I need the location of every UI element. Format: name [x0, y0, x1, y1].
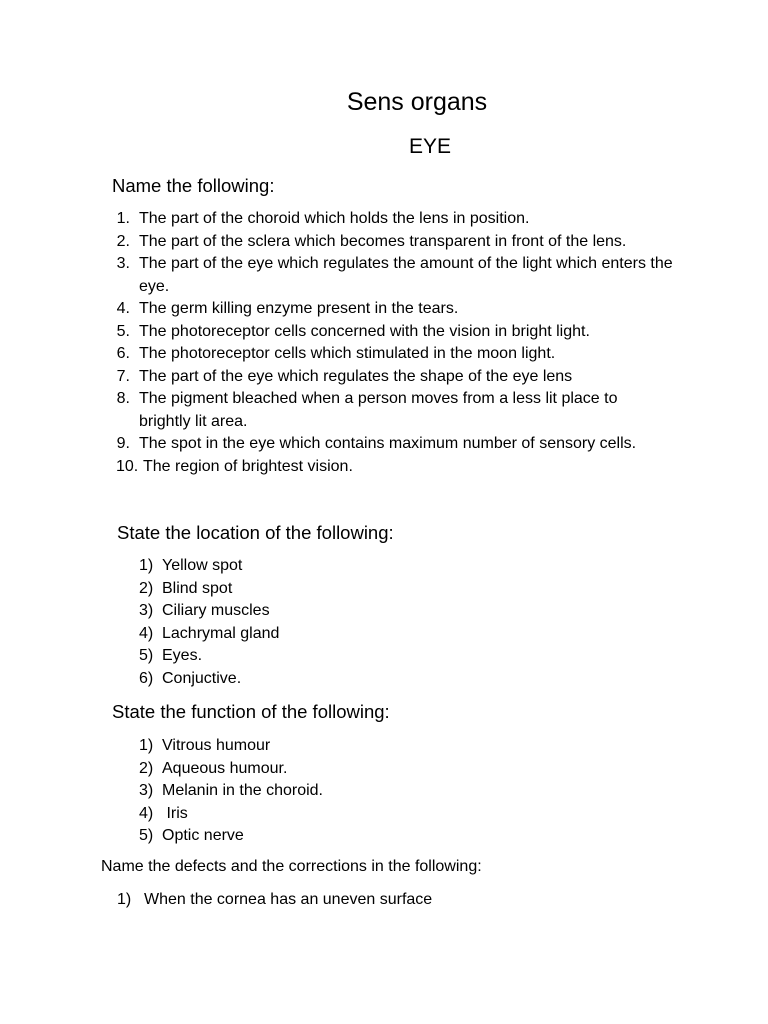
section-heading-function: State the function of the following: — [112, 701, 390, 722]
list-item: 4) Lachrymal gland — [139, 624, 280, 642]
list-item: 6) Conjuctive. — [139, 669, 242, 687]
list-item: 5) Eyes. — [139, 647, 203, 664]
list-item: 10. The region of brightest vision. — [116, 457, 353, 475]
list-item: 4. The germ killing enzyme present in the tears. — [116, 300, 459, 317]
list-item: 3. The part of the eye which regulates the amount of the light which enters the eye. — [116, 255, 673, 295]
question-list-defects — [117, 889, 537, 912]
list-item: 1. The part of the choroid which holds the lens in position. — [116, 210, 530, 227]
section-heading-name-the-following: Name the following: — [112, 175, 275, 196]
question-list-name — [114, 208, 684, 478]
list-item: 6. The photoreceptor cells which stimulated in the moon light. — [116, 345, 556, 362]
list-item: 3) Ciliary muscles — [139, 602, 270, 619]
list-item: 1) Yellow spot — [139, 557, 243, 574]
list-item: 1) When the cornea has an uneven surface — [117, 891, 433, 908]
list-item: 1) Vitrous humour — [139, 737, 271, 754]
list-item: 2) Blind spot — [139, 579, 233, 597]
list-item: 3) Melanin in the choroid. — [139, 782, 323, 799]
question-list-function — [139, 735, 539, 848]
list-item: 5. The photoreceptor cells concerned with the vision in bright light. — [116, 322, 590, 340]
document-title: Sens organs — [346, 88, 488, 116]
list-item: 5) Optic nerve — [139, 827, 244, 844]
list-item: 2) Aqueous humour. — [139, 759, 288, 777]
list-item: 7. The part of the eye which regulates the shape of the eye lens — [116, 367, 573, 385]
question-list-location — [139, 555, 539, 690]
section-heading-location: State the location of the following: — [117, 522, 394, 543]
list-item: 9. The spot in the eye which contains maximum number of sensory cells. — [116, 435, 637, 452]
document-subtitle: EYE — [408, 135, 452, 158]
list-item: 2. The part of the sclera which becomes transparent in front of the lens. — [116, 232, 627, 250]
list-item: 8. The pigment bleached when a person moves from a less lit place to brightly lit area. — [116, 390, 618, 430]
list-item: 4) Iris — [139, 804, 188, 822]
section-heading-defects: Name the defects and the corrections in the following: — [101, 858, 482, 875]
